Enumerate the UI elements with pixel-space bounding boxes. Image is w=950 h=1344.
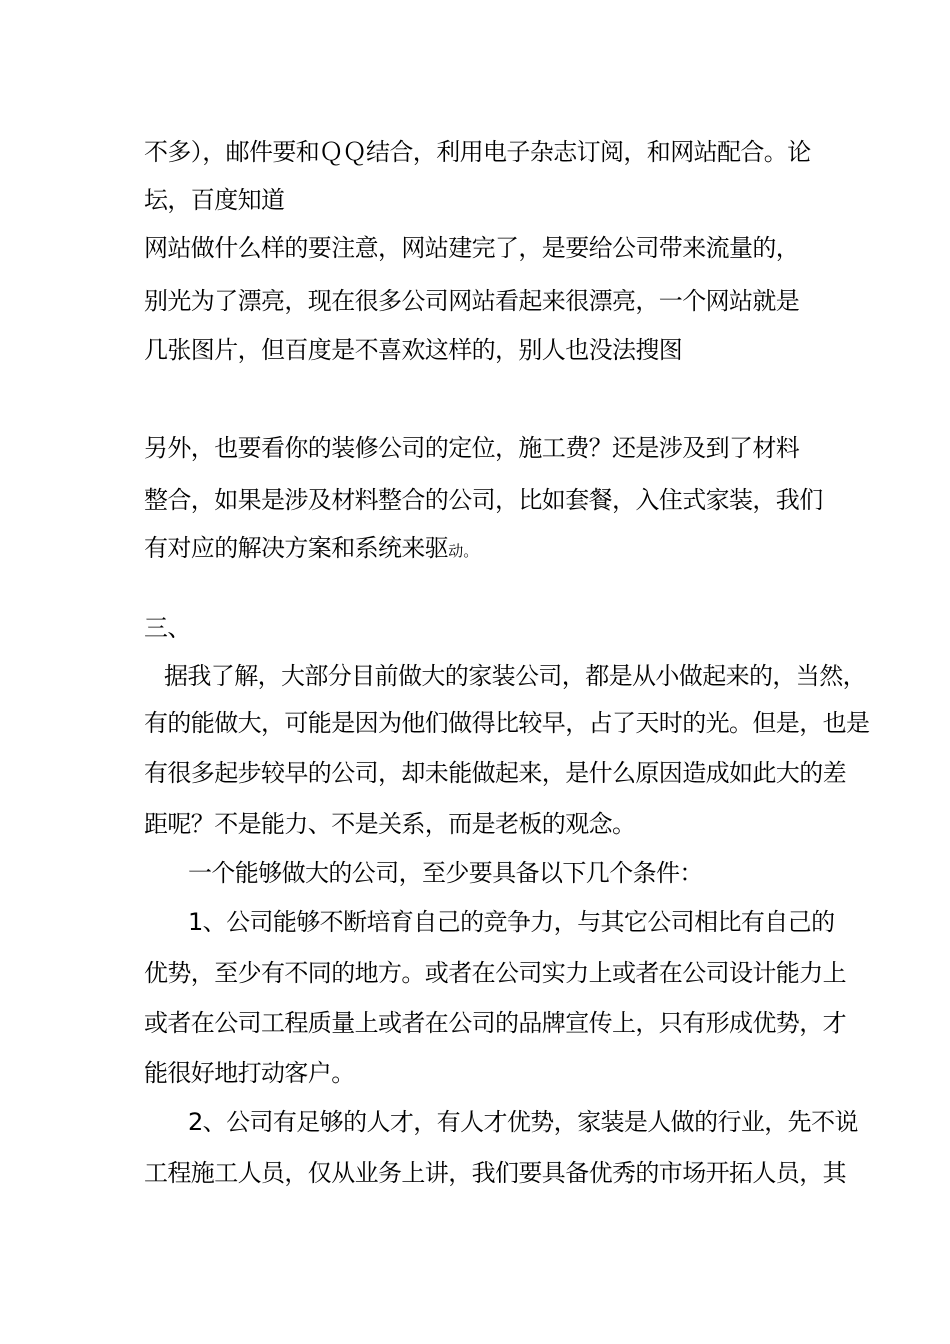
paragraph-line: 有很多起步较早的公司，却未能做起来，是什么原因造成如此大的差	[144, 759, 846, 787]
paragraph-line: 据我了解，大部分目前做大的家装公司，都是从小做起来的，当然，	[164, 662, 866, 690]
list-item-line: 1、公司能够不断培育自己的竞争力，与其它公司相比有自己的	[188, 908, 835, 936]
list-item-line: 2、公司有足够的人才，有人才优势，家装是人做的行业，先不说	[188, 1108, 858, 1136]
paragraph-line: 别光为了漂亮，现在很多公司网站看起来很漂亮，一个网站就是	[144, 287, 800, 315]
list-item-line: 工程施工人员，仅从业务上讲，我们要具备优秀的市场开拓人员，其	[144, 1159, 846, 1187]
paragraph-line: 有的能做大，可能是因为他们做得比较早，占了天时的光。但是，也是	[144, 709, 870, 737]
list-item-line: 能很好地打动客户。	[144, 1059, 355, 1087]
list-item-line: 或者在公司工程质量上或者在公司的品牌宣传上，只有形成优势，才	[144, 1009, 846, 1037]
paragraph-line: 网站做什么样的要注意，网站建完了，是要给公司带来流量的，	[144, 234, 800, 262]
paragraph-line: 另外，也要看你的装修公司的定位，施工费？还是涉及到了材料	[144, 434, 800, 462]
paragraph-line	[144, 532, 478, 567]
section-heading: 三、	[144, 614, 191, 642]
paragraph-line: 距呢？不是能力、不是关系，而是老板的观念。	[144, 810, 636, 838]
paragraph-line: 一个能够做大的公司，至少要具备以下几个条件：	[188, 859, 703, 887]
list-item-line: 优势，至少有不同的地方。或者在公司实力上或者在公司设计能力上	[144, 959, 846, 987]
paragraph-text: 有对应的解决方案和系统来驱	[144, 534, 449, 562]
paragraph-line: 不多），邮件要和ＱＱ结合，利用电子杂志订阅，和网站配合。论	[144, 138, 811, 166]
paragraph-line: 整合，如果是涉及材料整合的公司，比如套餐，入住式家装，我们	[144, 486, 823, 514]
paragraph-line: 坛，百度知道	[144, 186, 285, 214]
paragraph-line: 几张图片，但百度是不喜欢这样的，别人也没法搜图	[144, 336, 683, 364]
paragraph-text-small: 动。	[448, 542, 479, 560]
